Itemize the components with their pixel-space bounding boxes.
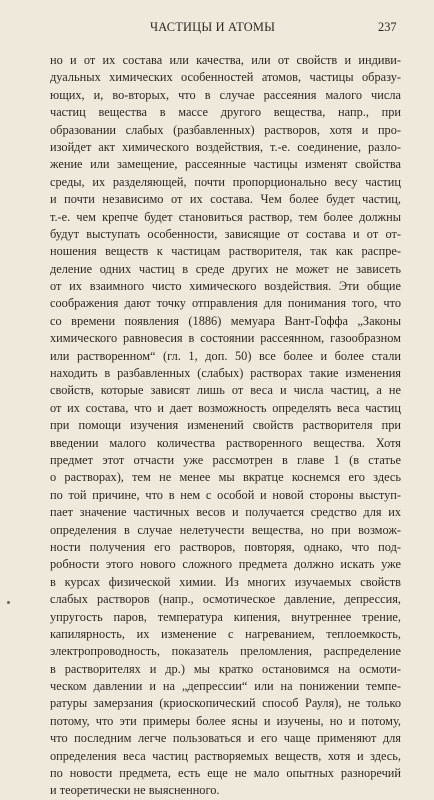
text-line: свойств, которые зависят лишь от веса и числа частиц, а не	[50, 383, 401, 398]
text-line: и теоретически не выясненного.	[50, 783, 220, 798]
text-line: пает значение частичных весов и получается средство для их	[50, 505, 401, 520]
text-line: но и от их состава или качества, или от свойств и индиви-	[50, 53, 401, 67]
text-line: в растворителях и др.) мы кратко остановимся на осмоти-	[50, 661, 401, 676]
text-line: потому, что эти примеры более ясны и изучены, но и потому,	[50, 713, 401, 728]
text-line: со времени появления (1886) мемуара Вант-Гоффа „Законы	[50, 313, 401, 328]
text-line: введении малого количества растворенного вещества. Хотя	[50, 435, 401, 450]
text-line: ющих, и, во-вторых, что в случае рассеяния малого числа	[50, 87, 401, 102]
text-line: ратуры замерзания (криоскопический способ Рауля), не только	[50, 696, 401, 711]
text-line: предмет этот отчасти уже рассмотрен в главе 1 (в статье	[50, 452, 401, 467]
text-line: ношения веществ к частицам растворителя, так как распре-	[50, 244, 401, 259]
text-line: частиц вещества в массе другого вещества, напр., при	[50, 105, 401, 120]
text-line: по той причине, что в нем с особой и новой стороны выступ-	[50, 487, 401, 502]
body-text	[50, 52, 401, 800]
text-line: образовании слабых (разбавленных) растворов, хотя и про-	[50, 122, 401, 137]
text-line: ческом давлении и на „депрессии“ или на понижении темпе-	[50, 679, 401, 694]
text-line: о растворах), тем не менее мы вкратце коснемся его здесь	[50, 470, 401, 485]
text-line: соображения дают точку отправления для понимания того, что	[50, 296, 401, 311]
text-line: т.-е. чем крепче будет становиться раствор, тем более должны	[50, 209, 401, 224]
text-line: и почти независимо от их состава. Чем более будет частиц,	[50, 192, 401, 207]
scan-speck	[7, 601, 10, 604]
text-line: от их взаимного чисто химического воздействия. Эти общие	[50, 279, 401, 294]
text-line: в курсах физической химии. Из многих изучаемых свойств	[50, 574, 401, 589]
page-number: 237	[378, 20, 397, 34]
text-line: что последним легче пользоваться и его чаще применяют для	[50, 731, 401, 746]
text-line: по новости предмета, есть еще не мало опытных разноречий	[50, 766, 401, 781]
text-line: деление одних частиц в среде других не может не зависеть	[50, 261, 401, 276]
running-title: ЧАСТИЦЫ И АТОМЫ	[150, 20, 276, 34]
text-line: среды, их разделяющей, почти пропорционально весу частиц	[50, 174, 401, 189]
text-line: химического равновесия в состоянии рассеянном, газообразном	[50, 331, 401, 346]
text-line: от их состава, что и дает возможность определять веса частиц	[50, 400, 401, 415]
text-line: слабых растворов (напр., осмотическое давление, депрессия,	[50, 592, 401, 607]
text-line: при помощи изучения изменений свойств растворителя при	[50, 418, 401, 433]
text-line: определения веса частиц растворяемых веществ, хотя и здесь,	[50, 748, 401, 763]
page-header	[0, 20, 434, 36]
text-line: электропроводность, показатель преломления, распределение	[50, 644, 401, 659]
text-line: находить в разбавленных (слабых) растворах такие изменения	[50, 366, 401, 381]
text-line: капилярность, их изменение с нагреванием, теплоемкость,	[50, 626, 401, 641]
text-line: или растворенном“ (гл. 1, доп. 50) все более и более стали	[50, 348, 401, 363]
text-line: изойдет акт химического воздействия, т.-е. соединение, разло-	[50, 139, 401, 154]
text-line: будут выступать особенности, зависящие от состава и от от-	[50, 226, 401, 241]
text-line: определения в случае нелетучести вещества, но при возмож-	[50, 522, 401, 537]
text-line: ности получения его растворов, повторяя, однако, что под-	[50, 539, 401, 554]
text-line: жение или замещение, рассеянные частицы изменят свойства	[50, 157, 401, 172]
text-line: робности этого нового сложного предмета должно искать уже	[50, 557, 401, 572]
text-line: упругость паров, температура кипения, внутреннее трение,	[50, 609, 401, 624]
text-line: дуальных химических особенностей атомов, частицы образу-	[50, 70, 401, 85]
